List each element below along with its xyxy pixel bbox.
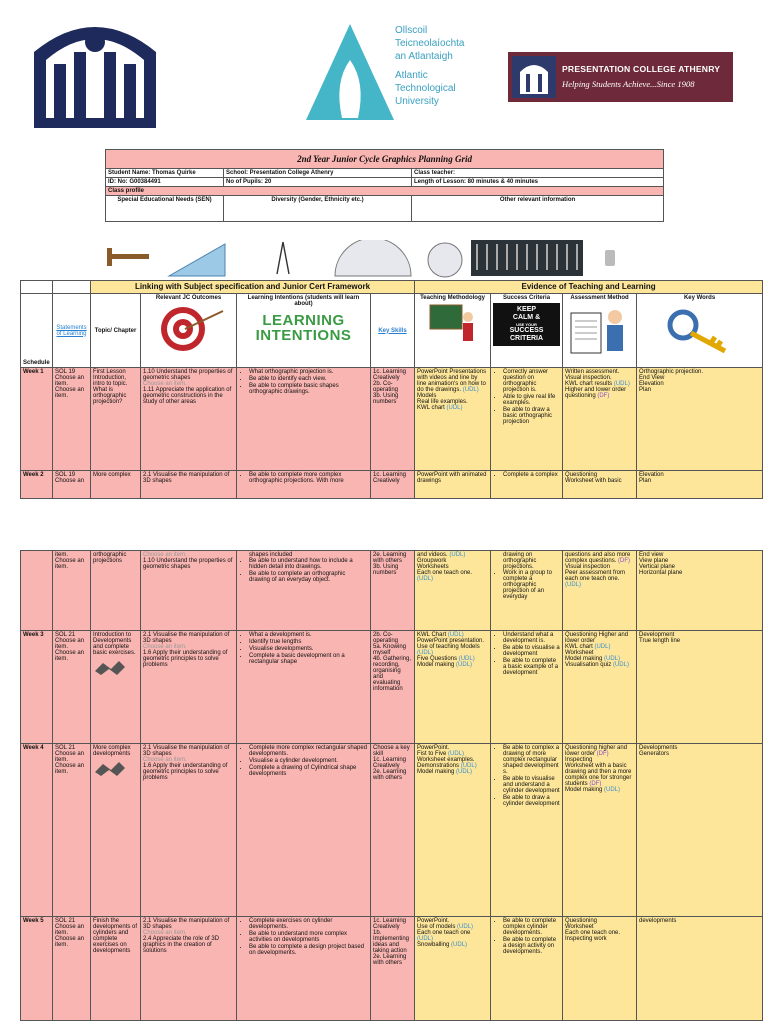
pencils-icon [471, 240, 583, 276]
w1-sc-2: • Able to give real life examples. [503, 394, 560, 406]
df-tag: (DF) [618, 558, 631, 564]
w5-topic: Finish the developments of cylinders and complete exercises on developments [91, 917, 141, 1021]
w2c-li-1: • Be able to understand how to include a hidden detail into drawings. [249, 558, 368, 570]
w5-outcome-choose[interactable]: Choose an item. [143, 930, 187, 936]
w3-li-2: • Identify true lengths [249, 639, 368, 645]
w1-outcome-1: 1.10 Understand the properties of geometric shapes [143, 369, 233, 381]
w1-sc-3: • Be able to draw a basic orthographic projection [503, 407, 560, 425]
udl-tag: (UDL) [451, 942, 468, 948]
w4-keyword-1: Developments [639, 745, 678, 751]
w1-method-3: Real life examples. [417, 399, 468, 405]
w5-assess-2: Worksheet [565, 924, 594, 930]
w1-method-4: KWL chart [417, 405, 445, 411]
w4-method-5: Model making [417, 769, 455, 775]
w5-sc-1: • Be able to complete complex cylinder developments. [503, 918, 560, 936]
w2-sol-choose[interactable]: Choose an [55, 478, 85, 484]
tsquare-icon [107, 248, 149, 266]
planning-grid-table-2 [20, 550, 763, 1021]
w3-skill-3: 4b. Gathering, recording, organising and evaluating information [373, 656, 412, 692]
w3-sol: SOL 21 [55, 632, 76, 638]
w3-skill-2: 5a. Knowing myself [373, 644, 407, 656]
w4-assess-4: Model making [565, 787, 603, 793]
w1-outcome-choose[interactable]: Choose an item. [143, 381, 187, 387]
w3-method-5: Model making [417, 662, 455, 668]
w2c-assess-3: Peer assessment from each one teach one. [565, 570, 626, 582]
w2c-skill-2: 3b. Using numbers [373, 564, 399, 576]
w2c-method-4: Each one teach one. [417, 570, 473, 576]
udl-tag: (UDL) [447, 632, 464, 638]
udl-tag: (UDL) [457, 924, 474, 930]
w3-li-3: • Visualise developments. [249, 646, 368, 652]
udl-tag: (UDL) [458, 656, 475, 662]
w3-outcome-choose[interactable]: Choose an item. [143, 644, 187, 650]
section-linking: Linking with Subject specification and Junior Cert Framework [91, 281, 415, 294]
set-square-icon [169, 244, 225, 276]
udl-tag: (UDL) [604, 787, 621, 793]
w1-li-3: • Be able to complete basic shapes orthographic drawings. [249, 383, 368, 395]
udl-tag: (UDL) [612, 662, 629, 668]
development-model-icon [93, 760, 127, 778]
w4-sc-1: • Be able to complex a drawing of more complex rectangular shaped development s. [503, 745, 560, 775]
school-name: School: Presentation College Athenry [224, 169, 412, 178]
w1-li-2: • Be able to identify each view. [249, 376, 368, 382]
w4-li-2: • Visualise a cylinder development. [249, 758, 368, 764]
w3-sol-choose-2[interactable]: Choose an item. [55, 650, 85, 662]
w2c-keyword-2: View plane [639, 558, 669, 564]
w4-method-2: Fist to Five [417, 751, 447, 757]
university-crest-logo [24, 12, 166, 130]
atu-line-1: Ollscoil [395, 25, 428, 36]
w5-method-1: PowerPoint. [417, 918, 450, 924]
w2-topic: More complex [91, 471, 141, 499]
atu-line-4: Atlantic [395, 70, 428, 81]
w4-skill-3: 2e. Learning with others [373, 769, 407, 781]
header-schedule: Schedule [21, 294, 53, 368]
w5-method-2: Use of models [417, 924, 456, 930]
w4-assess-2: Inspecting [565, 757, 593, 763]
keys-icon [665, 303, 735, 357]
keep-calm-line-4: SUCCESS [509, 327, 544, 334]
udl-tag: (UDL) [613, 381, 630, 387]
number-of-pupils: No of Pupils: 20 [224, 178, 412, 187]
header-intentions: Learning Intentions (students will learn about) [247, 295, 360, 307]
w2-outcome: 2.1 Visualise the manipulation of 3D shapes [141, 471, 237, 499]
week-2-label: Week 2 [21, 471, 53, 499]
w1-assess-3: KWL chart results [565, 381, 613, 387]
class-profile-label: Class profile [106, 187, 664, 196]
w5-assess-3: Each one teach one. [565, 930, 621, 936]
w1-outcome-2: 1.11 Appreciate the application of geometric constructions in the study of other areas [143, 387, 232, 405]
udl-tag: (UDL) [460, 763, 477, 769]
w2c-method-2: Groupwork [417, 558, 447, 564]
protractor-icon [335, 240, 411, 276]
w5-keyword-1: developments [637, 917, 763, 1021]
header-success: Success Criteria [503, 295, 551, 301]
keep-calm-line-5: CRITERIA [510, 335, 544, 342]
atu-logo [298, 22, 518, 122]
w5-method-3: Each one teach one [417, 930, 471, 936]
w2-method: PowerPoint with animated drawings [415, 471, 491, 499]
drawing-tools-image-strip [105, 240, 635, 278]
w2-keyword-1: Elevation [639, 472, 664, 478]
w3-method-2: PowerPoint presentation. [417, 638, 485, 644]
w4-keyword-2: Generators [639, 751, 670, 757]
w3-assess-4: Model making [565, 656, 603, 662]
keep-calm-line-3: USE YOUR [516, 322, 537, 327]
w2-keyword-2: Plan [639, 478, 652, 484]
w3-topic: Introduction to Developments and complete basic exercises. [93, 632, 136, 656]
udl-tag: (UDL) [456, 769, 473, 775]
w2c-assess-1: questions and also more complex questions. [565, 552, 631, 564]
udl-tag: (UDL) [594, 644, 611, 650]
w2-assess-1: Questioning [565, 472, 598, 478]
w3-sc-1: • Understand what a development is. [503, 632, 560, 644]
w2c-outcome-choose[interactable]: Choose an item. [143, 552, 187, 558]
udl-tag: (UDL) [456, 662, 473, 668]
student-id: ID: No: G00384491 [106, 178, 224, 187]
w2c-keyword-1: End view [639, 552, 664, 558]
teacher-icon [428, 303, 478, 347]
udl-tag: (UDL) [604, 656, 621, 662]
w3-sc-2: • Be able to visualise a development [503, 645, 560, 657]
w3-sol-choose-1[interactable]: Choose an item. [55, 638, 85, 650]
header-statements: Statements of Learning [53, 294, 91, 368]
week-5-label: Week 5 [21, 917, 53, 1021]
w4-outcome-choose[interactable]: Choose an item. [143, 757, 187, 763]
other-info-label: Other relevant information [412, 196, 664, 222]
w2c-li-2: • Be able to complete an orthographic drawing of an everyday object. [249, 571, 368, 583]
w2-sc-1: • Complete a complex [503, 472, 560, 478]
planning-grid-table-1 [20, 280, 763, 499]
w3-assess-2: KWL chart [565, 644, 593, 650]
w3-method-3: Use of teaching Models [417, 644, 480, 650]
w4-method-1: PowerPoint. [417, 745, 450, 751]
w4-outcome-1: 2.1 Visualise the manipulation of 3D shapes [143, 745, 230, 757]
diversity-label: Diversity (Gender, Ethnicity etc.) [224, 196, 412, 222]
w2c-li-cont: shapes included [249, 552, 293, 558]
header-key-skills[interactable]: Key Skills [378, 327, 407, 334]
w1-assess-1: Written assessment. [565, 369, 620, 375]
w5-sol-choose-1[interactable]: Choose an item. [55, 924, 85, 936]
w4-skill-2: 1c. Learning Creatively [373, 757, 407, 769]
w5-sc-2: • Be able to complete a design activity on developments. [503, 937, 560, 955]
w4-skill-1[interactable]: Choose a key skill [373, 745, 410, 757]
college-crest-icon [512, 56, 556, 98]
w2c-sc-cont: drawing on orthographic projections. [503, 552, 537, 570]
w4-li-3: • Complete a drawing of Cylindrical shape developments [249, 765, 368, 777]
w3-outcome-1: 2.1 Visualise the manipulation of 3D shapes [143, 632, 230, 644]
w5-assess-4: Inspecting work [565, 936, 607, 942]
w2-assess-2: Worksheet with basic [565, 478, 622, 484]
atu-line-3: an Atlantaigh [395, 51, 453, 62]
w5-sol-choose-2[interactable]: Choose an item. [55, 936, 85, 948]
w1-skill-1: 1c. Learning Creatively [373, 369, 407, 381]
w1-assess-4: Higher and lower order questioning [565, 387, 627, 399]
w5-li-1: • Complete exercises on cylinder developments. [249, 918, 368, 930]
class-teacher: Class teacher: [412, 169, 664, 178]
w4-topic: More complex developments [93, 745, 131, 757]
atu-line-6: University [395, 96, 439, 107]
w1-skill-2: 2b. Co-operating [373, 381, 399, 393]
week-4-label: Week 4 [21, 744, 53, 917]
udl-tag: (UDL) [462, 387, 479, 393]
w5-assess-1: Questioning [565, 918, 598, 924]
w3-assess-1: Questioning Higher and lower order [565, 632, 629, 644]
w5-method-4: Snowballing [417, 942, 450, 948]
w5-skill-2: 1b. Implementing ideas and taking action [373, 930, 410, 954]
w5-li-3: • Be able to complete a design project based on developments. [249, 944, 368, 956]
w4-method-3: Worksheet examples. [417, 757, 475, 763]
w1-sc-1: • Correctly answer question on orthographic projection is. [503, 369, 560, 393]
w1-li-1: • What orthographic projection is. [249, 369, 368, 375]
w1-assess-2: Visual inspection. [565, 375, 612, 381]
w2c-method-1: and videos. [417, 552, 448, 558]
college-name: PRESENTATION COLLEGE ATHENRY [562, 64, 721, 74]
w4-sol-choose-1[interactable]: Choose an item. [55, 751, 85, 763]
w3-li-4: • Complete a basic development on a rectangular shape [249, 653, 368, 665]
df-tag: (DF) [596, 751, 609, 757]
learning-intentions-banner: LEARNING INTENTIONS [255, 312, 352, 344]
w1-sol-choose-1[interactable]: Choose an item. [55, 375, 85, 387]
udl-tag: (UDL) [446, 405, 463, 411]
info-table [105, 149, 664, 222]
w2c-keyword-3: Vertical plane [639, 564, 676, 570]
protractor-full-icon [428, 243, 462, 277]
atu-line-5: Technological [395, 83, 456, 94]
w4-assess-1: Questioning higher and lower order [565, 745, 628, 757]
w4-sc-3: • Be able to draw a cylinder development [503, 795, 560, 807]
udl-tag: (UDL) [565, 582, 581, 588]
w5-outcome-2: 2.4 Appreciate the role of 3D graphics in the creation of solutions [143, 936, 220, 954]
development-model-icon [93, 659, 127, 677]
target-icon [149, 303, 229, 353]
w4-sc-2: • Be able to visualise and understand a cylinder development [503, 776, 560, 794]
w1-topic: First Lesson Introduction, intro to topic. What is orthographic projection? [91, 368, 141, 471]
w5-skill-1: 1c. Learning Creatively [373, 918, 407, 930]
w2c-keyword-4: Horizontal plane [639, 570, 683, 576]
w5-li-2: • Be able to understand more complex activities on developments [249, 931, 368, 943]
udl-tag: (UDL) [417, 650, 433, 656]
w4-assess-3: Worksheet with a basic drawing and then a more complex one for stronger students [565, 763, 632, 787]
header-keywords: Key Words [683, 295, 716, 301]
w3-keyword-1: Development [639, 632, 675, 638]
w4-sol-choose-2[interactable]: Choose an item. [55, 763, 85, 775]
header-outcomes: Relevant JC Outcomes [155, 295, 222, 301]
header-topic: Topic/ Chapter [91, 294, 141, 368]
w1-method-2: Models [417, 393, 437, 399]
sen-label: Special Educational Needs (SEN) [106, 196, 224, 222]
w1-sol: SOL 19 [55, 369, 76, 375]
w2c-assess-2: Visual inspection [565, 564, 610, 570]
udl-tag: (UDL) [417, 936, 433, 942]
w2c-sc-1: • Work in a group to complete a orthographic projection of an everyday [503, 570, 560, 600]
w3-skill-1: 2b. Co-operating [373, 632, 399, 644]
w4-outcome-2: 1.6 Apply their understanding of geometric principles to solve problems [143, 763, 228, 781]
udl-tag: (UDL) [417, 576, 433, 582]
w1-keyword-3: Elevation [639, 381, 664, 387]
w3-method-1: KWL Chart [417, 632, 447, 638]
df-tag: (DF) [589, 781, 602, 787]
atu-line-2: Teicneolaíochta [395, 38, 465, 49]
w2-li-1: • Be able to complete more complex orthographic projections. With more [249, 472, 368, 484]
w5-skill-3: 2e. Learning with others [373, 954, 407, 966]
w1-sol-choose-2[interactable]: Choose an item. [55, 387, 85, 399]
student-name: Student Name: Thomas Quirke [106, 169, 224, 178]
w1-skill-3: 3b. Using numbers [373, 393, 399, 405]
w3-keyword-2: True length line [639, 638, 681, 644]
keep-calm-line-2: CALM & [512, 314, 541, 321]
header-assessment: Assessment Method [570, 295, 629, 301]
udl-tag: (UDL) [448, 751, 465, 757]
w1-keyword-4: Plan [639, 387, 652, 393]
lesson-length: Length of Lesson: 80 minutes & 40 minutes [412, 178, 664, 187]
w5-outcome-1: 2.1 Visualise the manipulation of 3D shapes [143, 918, 230, 930]
presentation-college-logo [508, 52, 733, 102]
w1-keyword-1: Orthographic projection. [639, 369, 704, 375]
w3-method-4: Five Questions [417, 656, 458, 662]
keep-calm-poster [493, 303, 560, 346]
df-tag: (DF) [597, 393, 610, 399]
w3-assess-5: Visualisation quiz [565, 662, 612, 668]
keep-calm-line-1: KEEP [517, 306, 537, 313]
w3-sc-3: • Be able to complete a basic example of a development [503, 658, 560, 676]
w3-assess-3: Worksheet [565, 650, 594, 656]
w1-keyword-2: End View [639, 375, 665, 381]
week-3-label: Week 3 [21, 631, 53, 744]
w4-sol: SOL 21 [55, 745, 76, 751]
udl-tag: (UDL) [449, 552, 466, 558]
week-1-label: Week 1 [21, 368, 53, 471]
w1-method-1: PowerPoint Presentations with videos and line by line animation's on how to do the drawings. [417, 369, 487, 393]
w3-outcome-2: 1.6 Apply their understanding of geometric principles to solve problems [143, 650, 228, 668]
sharpener-icon [605, 250, 615, 266]
w2-sol: SOL 19 [55, 472, 76, 478]
w3-li-1: • What a development is. [249, 632, 368, 638]
assessment-icon [567, 303, 633, 357]
w2-skill: 1c. Learning Creatively [371, 471, 415, 499]
college-tagline: Helping Students Achieve...Since 1908 [562, 79, 695, 89]
section-evidence: Evidence of Teaching and Learning [415, 281, 763, 294]
w4-method-4: Demonstrations [417, 763, 460, 769]
w2c-method-3: Worksheets [417, 564, 449, 570]
compass-icon [277, 242, 289, 274]
w5-sol: SOL 21 [55, 918, 76, 924]
w2c-topic: orthographic projections [91, 551, 141, 631]
w2c-skill-1: 2e. Learning with others [373, 552, 407, 564]
header-method: Teaching Methodology [420, 295, 485, 301]
w2c-sol[interactable]: item. Choose an item. [53, 551, 91, 631]
w4-li-1: • Complete more complex rectangular shaped developments. [249, 745, 368, 757]
page-title: 2nd Year Junior Cycle Graphics Planning Grid [106, 150, 664, 169]
w2c-outcome: 1.10 Understand the properties of geometric shapes [143, 558, 233, 570]
